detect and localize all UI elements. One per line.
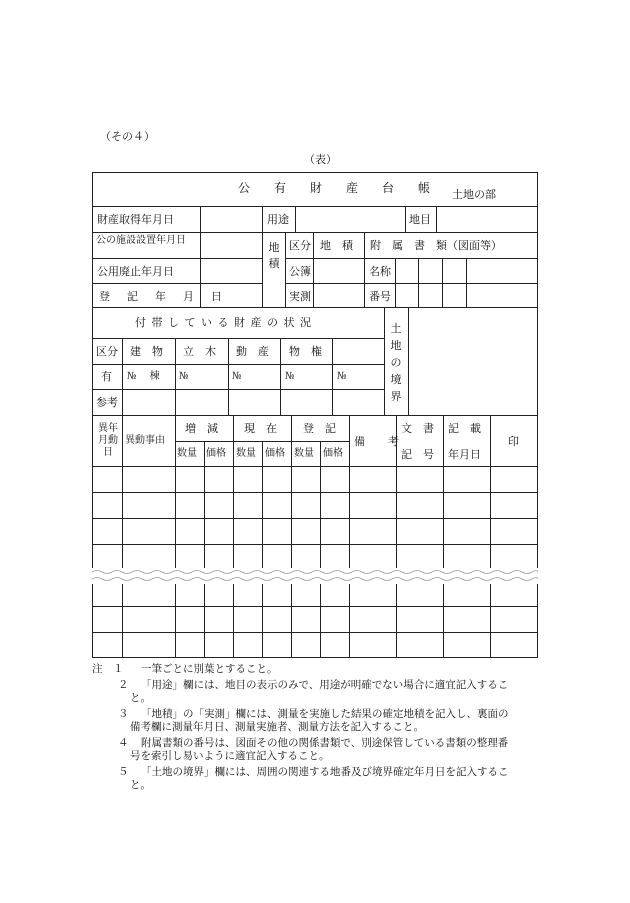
kyokai-vertical-label: 土 地 の 境 界 — [390, 322, 402, 403]
note-4-num: ４ — [118, 737, 129, 749]
h-touki: 登 記 — [303, 422, 336, 435]
h-kakaku-3: 価格 — [323, 448, 343, 459]
youto-label: 用途 — [267, 213, 289, 226]
u-no-1: № — [179, 371, 189, 382]
k-bukken-label: 物 権 — [289, 345, 322, 358]
acq-date-label: 財産取得年月日 — [97, 213, 174, 226]
h-suuryou-2: 数量 — [236, 448, 256, 459]
h-zougen: 増 減 — [185, 422, 218, 435]
jissoku-label: 実測 — [289, 290, 311, 303]
ledger-title: 公 有 財 産 台 帳 — [238, 181, 437, 195]
h-kisai: 記 載 — [448, 422, 481, 435]
h-genzai: 現 在 — [244, 422, 277, 435]
k-tachiki-label: 立 木 — [183, 345, 216, 358]
h-bikou: 備 考 — [354, 435, 405, 448]
note-2-text: 「用途」欄には、地目の表示のみで、用途が明確でない場合に適宜記入するこ — [141, 679, 509, 691]
u-no-2: № — [232, 371, 242, 382]
h-kakaku-2: 価格 — [265, 448, 285, 459]
u-no-4: № — [337, 371, 347, 382]
sono-label: （その４） — [100, 130, 155, 143]
chimoku-label: 地目 — [409, 213, 431, 226]
note-5-text: 「土地の境界」欄には、周囲の関連する地番及び境界確定年月日を記入するこ — [141, 766, 509, 778]
h-suuryou-1: 数量 — [177, 448, 197, 459]
omote-label: （表） — [304, 153, 337, 166]
note-5-num: ５ — [118, 766, 129, 778]
h-kigou: 記 号 — [401, 448, 434, 461]
k-dousan-label: 動 産 — [236, 345, 269, 358]
ledger-subtitle: 土地の部 — [452, 188, 496, 201]
koubo-label: 公簿 — [289, 265, 311, 278]
note-3-text: 「地積」の「実測」欄には、測量を実施した結果の確定地積を記入し、裏面の — [141, 708, 509, 720]
chiseki-head: 地 積 — [320, 239, 353, 252]
note-1-text: 一筆ごとに別葉とすること。 — [141, 663, 278, 675]
h-bunsho: 文 書 — [401, 422, 434, 435]
kubun-label: 区分 — [289, 239, 311, 252]
touki-label: 登 記 年 月 日 — [99, 290, 225, 303]
h-suuryou-3: 数量 — [294, 448, 314, 459]
h-kakaku-1: 価格 — [206, 448, 226, 459]
k-kubun-label: 区分 — [96, 345, 118, 358]
table-break — [92, 568, 538, 584]
chiseki-vertical-label: 地 積 — [268, 241, 280, 270]
u-ari-label: 有 — [101, 370, 112, 383]
h-in: 印 — [508, 435, 519, 448]
note-4-cont: 号を索引し易いように適宜記入すること。 — [130, 750, 330, 762]
futai-head: 付 帯 し て い る 財 産 の 状 況 — [135, 316, 312, 329]
note-2-cont: と。 — [130, 692, 151, 704]
h-ido-jiyu: 異動事由 — [125, 435, 165, 446]
h-ido-date: 異年月動日 — [98, 423, 118, 458]
note-4-text: 附属書類の番号は、図面その他の関係書類で、別途保管している書類の整理番 — [141, 737, 509, 749]
public-facility-label: 公の施設設置年月日 — [96, 235, 186, 246]
note-3-cont: 備考欄に測量年月日、測量実施者、測量方法を記入すること。 — [130, 721, 424, 733]
note-2-num: ２ — [118, 679, 129, 691]
haishi-label: 公用廃止年月日 — [97, 265, 174, 278]
bangou-label: 番号 — [369, 290, 391, 303]
sankou-label: 参考 — [96, 396, 118, 409]
u-no-3: № — [285, 371, 295, 382]
note-5-cont: と。 — [130, 779, 151, 791]
h-nengappi: 年月日 — [448, 448, 481, 461]
meisho-label: 名称 — [369, 265, 391, 278]
u-no-mune: № 棟 — [127, 371, 160, 382]
k-tatemono-label: 建 物 — [130, 345, 163, 358]
note-1-num: 注 １ — [92, 663, 124, 675]
note-3-num: ３ — [118, 708, 129, 720]
fuzoku-head: 附 属 書 類（図面等） — [370, 239, 502, 252]
